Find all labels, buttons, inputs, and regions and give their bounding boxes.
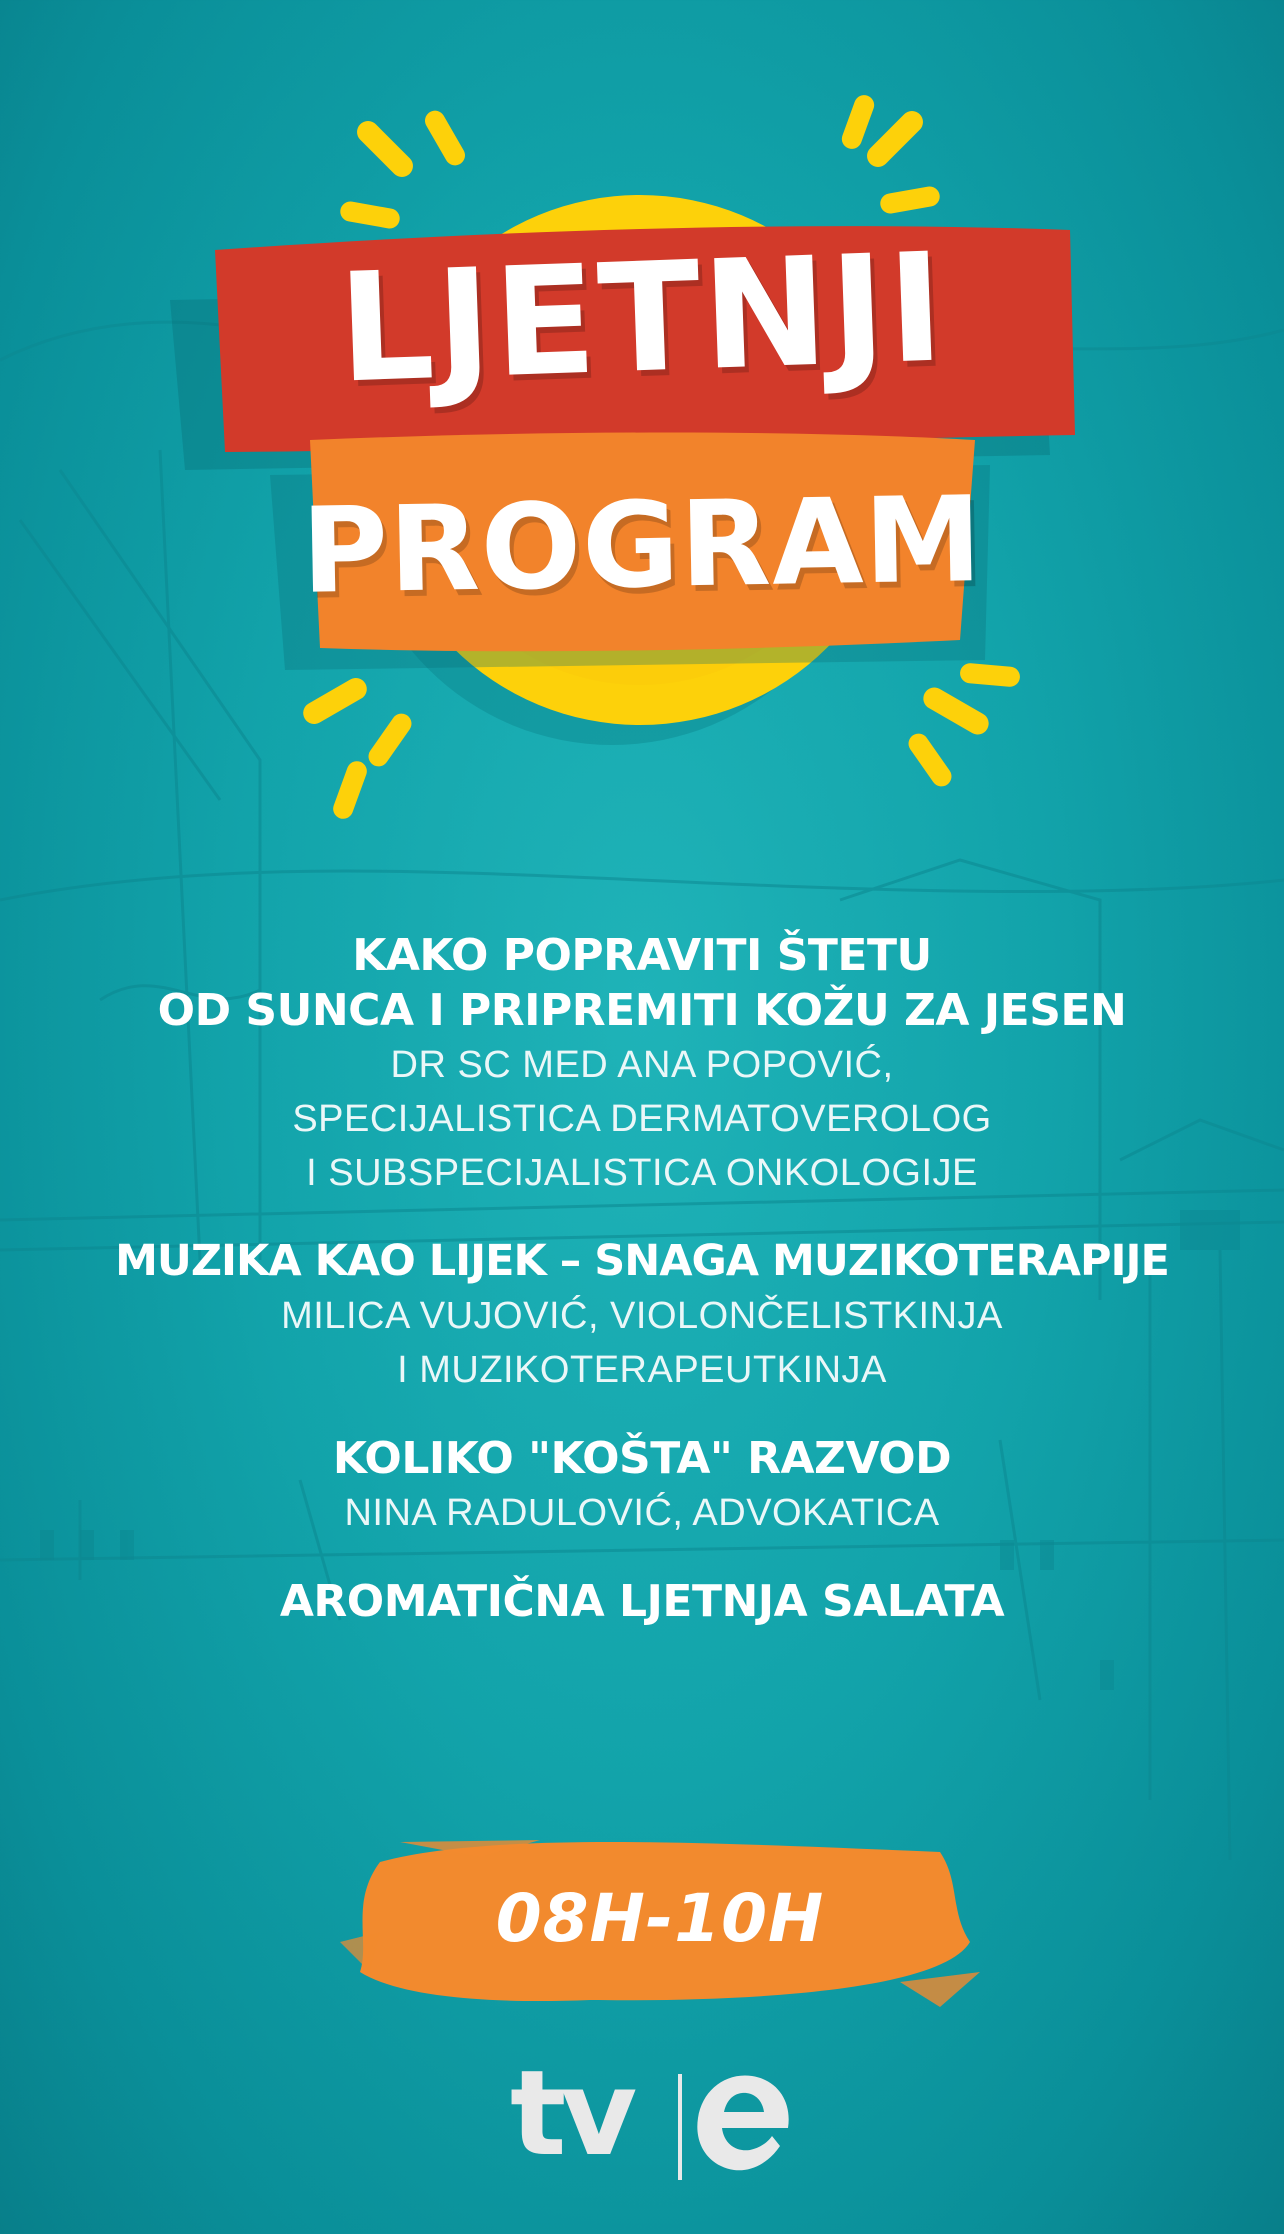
- program-item-guest: I MUZIKOTERAPEUTKINJA: [397, 1349, 887, 1391]
- e-logo-icon: [688, 2060, 798, 2184]
- program-item: [0, 1234, 1284, 1397]
- logo-word-ljetnji: LJETNJI: [335, 221, 949, 417]
- brand-divider: [678, 2074, 682, 2180]
- logo-word-program: PROGRAM: [300, 470, 984, 620]
- program-item-guest: MILICA VUJOVIĆ, VIOLONČELISTKINJA: [281, 1295, 1003, 1337]
- program-item-title: AROMATIČNA LJETNJA SALATA: [279, 1576, 1005, 1627]
- broadcast-time: 08H-10H: [495, 1880, 825, 1957]
- program-item-guest: DR SC MED ANA POPOVIĆ,: [390, 1044, 894, 1086]
- program-item-guest: I SUBSPECIJALISTICA ONKOLOGIJE: [306, 1152, 978, 1194]
- program-item: [0, 928, 1284, 1200]
- program-item: [0, 1431, 1284, 1540]
- brand-tv-text: tv: [510, 2044, 632, 2182]
- program-item-title: KAKO POPRAVITI ŠTETU: [352, 930, 932, 981]
- program-item-title: KOLIKO "KOŠTA" RAZVOD: [332, 1433, 952, 1484]
- program-item-guest: SPECIJALISTICA DERMATOVEROLOG: [292, 1098, 992, 1140]
- program-item-guest: NINA RADULOVIĆ, ADVOKATICA: [344, 1492, 940, 1534]
- program-item-title: MUZIKA KAO LIJEK – SNAGA MUZIKOTERAPIJE: [115, 1236, 1169, 1286]
- ljetnji-program-logo: [0, 0, 1284, 860]
- program-item-title: OD SUNCA I PRIPREMITI KOŽU ZA JESEN: [157, 985, 1127, 1036]
- program-list: [0, 928, 1284, 1663]
- program-item: [0, 1574, 1284, 1629]
